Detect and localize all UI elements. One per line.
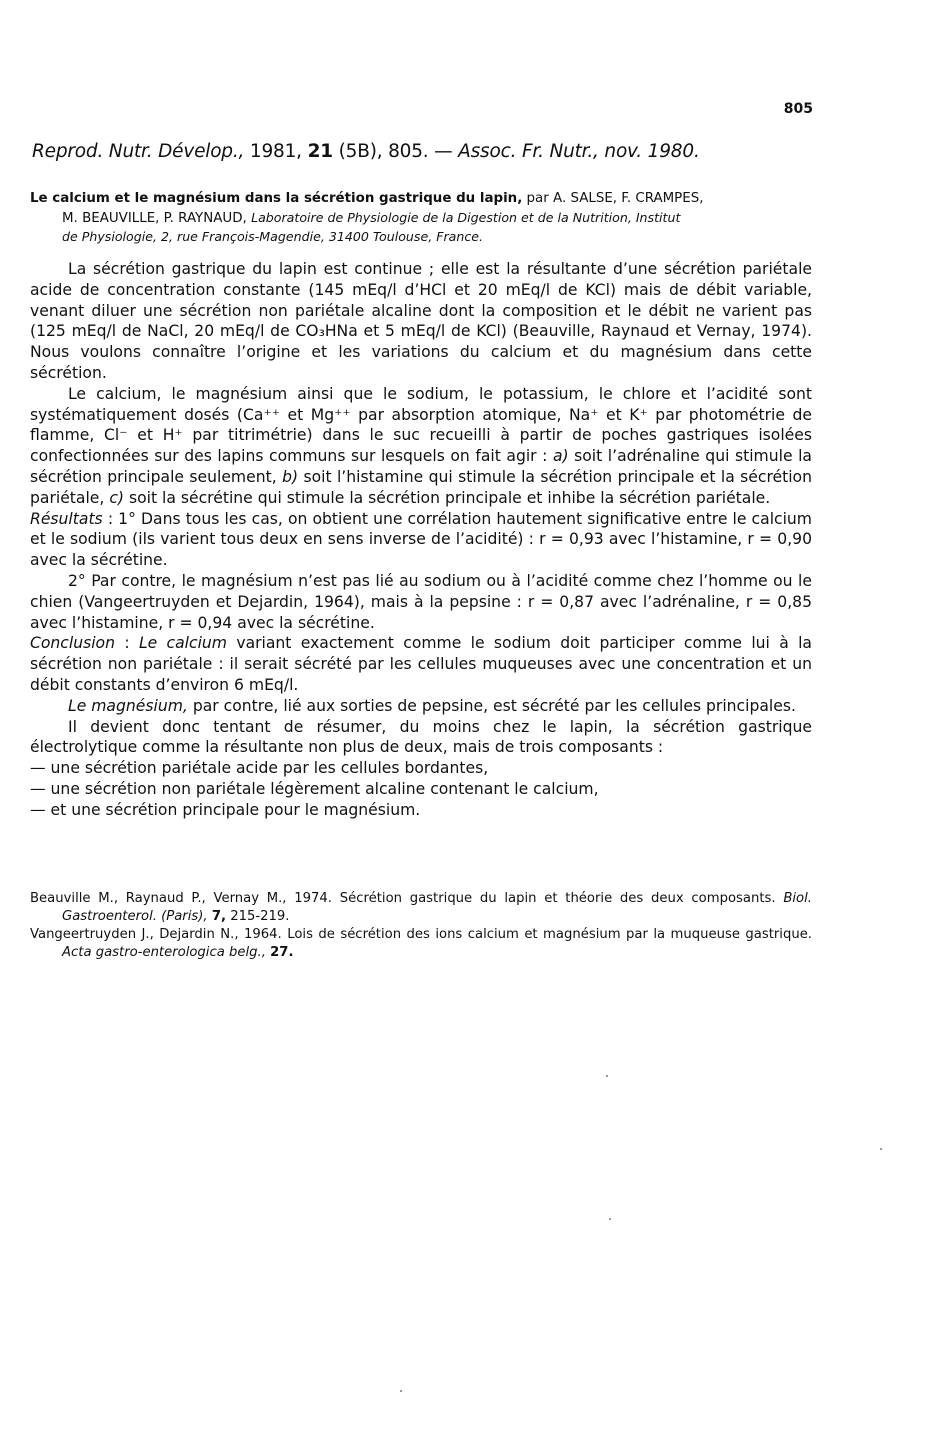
scan-speck	[400, 1390, 402, 1392]
article-title: Le calcium et le magnésium dans la sécrétion gastrique du lapin,	[30, 191, 523, 206]
ref-journal: Biol. Gastroenterol. (Paris),	[62, 891, 812, 924]
magnesium-label: Le magnésium,	[68, 696, 188, 715]
paragraph-results-2: 2° Par contre, le magnésium n’est pas lié au sodium ou à l’acidité comme chez l’homme ou le chien (Vangeertruyden et Dejardin, 1964), mais à la pepsine : r = 0,87 avec l’adrénaline, r = 0,85 avec l’histamine, r = 0,94 avec la sécrétine.	[30, 571, 812, 632]
results-text: : 1° Dans tous les cas, on obtient une corrélation hautement significative entre le calcium et le sodium (ils varient tous deux en sens inverse de l’acidité) : r = 0,93 avec l’histamine, r = 0,90 avec la sécrétine.	[30, 509, 813, 570]
methods-text-d: soit la sécrétine qui stimule la sécrétion principale et inhibe la sécrétion pariétale.	[128, 488, 771, 507]
journal-assoc: Assoc. Fr. Nutr., nov. 1980.	[458, 141, 700, 162]
authors-prefix: par A. SALSE, F. CRAMPES,	[526, 191, 704, 206]
authors-cont: M. BEAUVILLE, P. RAYNAUD,	[62, 210, 247, 226]
journal-issue-pages: (5B), 805.	[338, 141, 429, 162]
paragraph-conclusion	[30, 633, 812, 695]
list-item: — et une sécrétion principale pour le magnésium.	[30, 800, 421, 819]
reference-item	[30, 890, 812, 925]
ref-volume: 7,	[211, 908, 226, 924]
paragraph-summary: Il devient donc tentant de résumer, du moins chez le lapin, la sécrétion gastrique électrolytique comme la résultante non plus de deux, mais de trois composants :	[30, 717, 812, 757]
ref-title: Lois de sécrétion des ions calcium et magnésium par la muqueuse gastrique.	[287, 927, 812, 942]
label-c: c)	[109, 488, 124, 507]
conclusion-label: Conclusion	[30, 634, 115, 653]
paragraph-intro: La sécrétion gastrique du lapin est continue ; elle est la résultante d’une sécrétion pariétale acide de concentration constante (145 mEq/l d’HCl et 20 mEq/l de KCl) mais de débit variable, venant diluer une sécrétion non pariétale alcaline dont la composition et le débit ne varient pas (125 mEq/l de NaCl, 20 mEq/l de CO₃HNa et 5 mEq/l de KCl) (Beauville, Raynaud et Vernay, 1974). Nous voulons connaître l’origine et les variations du calcium et du magnésium dans cette sécrétion.	[30, 260, 812, 382]
results-label: Résultats	[30, 509, 103, 528]
list-item: — une sécrétion pariétale acide par les cellules bordantes,	[30, 759, 489, 778]
reference-item	[30, 926, 812, 961]
label-a: a)	[552, 447, 569, 466]
methods-text-c: soit l’histamine qui stimule la sécrétion principale et la sécrétion pariétale,	[30, 467, 812, 507]
paragraph-methods	[30, 384, 812, 509]
scan-speck	[609, 1218, 611, 1220]
article-body	[30, 259, 812, 821]
journal-year: 1981,	[249, 141, 302, 162]
magnesium-text: par contre, lié aux sorties de pepsine, est sécrété par les cellules principales.	[192, 696, 796, 715]
journal-citation	[32, 141, 700, 162]
references	[30, 890, 812, 962]
list-item: — une sécrétion non pariétale légèrement alcaline contenant le calcium,	[30, 779, 599, 798]
ref-authors: Beauville M., Raynaud P., Vernay M., 1974.	[30, 891, 332, 906]
affiliation-line-2: de Physiologie, 2, rue François-Magendie, 31400 Toulouse, France.	[62, 229, 484, 244]
page-number: 805	[783, 101, 813, 117]
label-b: b)	[282, 467, 299, 486]
methods-text-a: Le calcium, le magnésium ainsi que le sodium, le potassium, le chlore et l’acidité sont systématiquement dosés (Ca⁺⁺ et Mg⁺⁺ par absorption atomique, Na⁺ et K⁺ par photométrie de flamme, Cl⁻ et H⁺ par titrimétrie) dans le suc recueilli à partir de poches gastriques isolées confectionnées sur des lapins communs sur lesquels on fait agir :	[30, 384, 812, 466]
journal-name: Reprod. Nutr. Dévelop.,	[32, 141, 245, 162]
ref-authors: Vangeertruyden J., Dejardin N., 1964.	[30, 927, 282, 942]
ref-pages: 215-219.	[230, 908, 290, 924]
ref-volume: 27.	[270, 944, 294, 960]
methods-text-b: soit l’adrénaline qui stimule la sécrétion principale seulement,	[30, 447, 812, 486]
conclusion-calcium: Le calcium	[138, 634, 227, 653]
journal-dash: —	[434, 141, 453, 162]
conclusion-colon: :	[124, 634, 130, 653]
ref-journal: Acta gastro-enterologica belg.,	[62, 944, 266, 960]
affiliation-line-1: Laboratoire de Physiologie de la Digestion et de la Nutrition, Institut	[251, 209, 681, 225]
article-header	[30, 190, 812, 248]
paragraph-magnesium	[30, 696, 812, 717]
journal-volume: 21	[307, 141, 333, 162]
conclusion-text: variant exactement comme le sodium doit participer comme lui à la sécrétion non pariétale : il serait sécrété par les cellules muqueuses avec une concentration et un débit constants d’environ 6 mEq/l.	[30, 634, 812, 694]
ref-title: Sécrétion gastrique du lapin et théorie des deux composants.	[339, 891, 776, 906]
scan-speck	[606, 1075, 608, 1077]
scan-speck	[880, 1148, 882, 1150]
paragraph-results	[30, 509, 812, 571]
